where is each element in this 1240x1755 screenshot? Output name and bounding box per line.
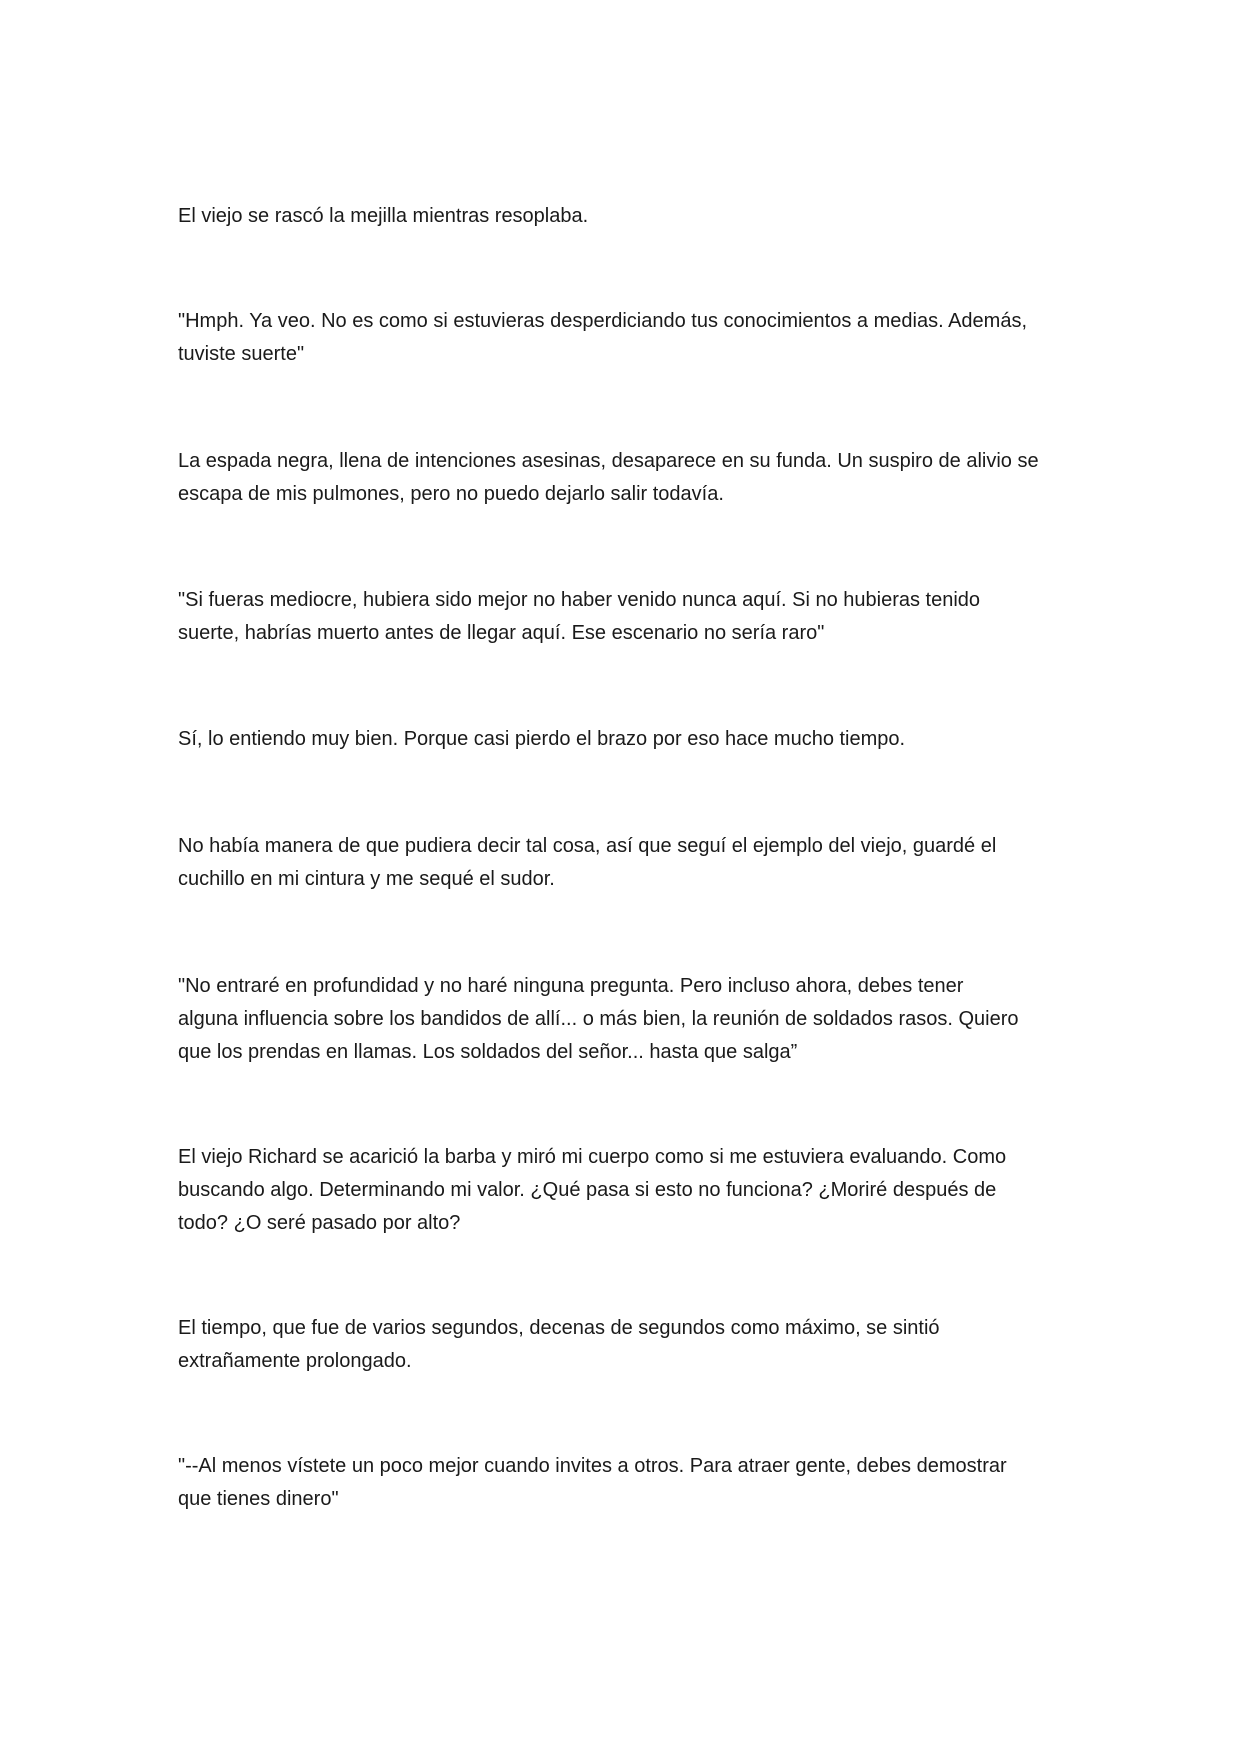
paragraph-3: La espada negra, llena de intenciones asesinas, desaparece en su funda. Un suspiro de alivio se escapa de mis pulmones, pero no puedo dejarlo salir todavía.	[178, 450, 1039, 505]
paragraph-6: No había manera de que pudiera decir tal cosa, así que seguí el ejemplo del viejo, guardé el cuchillo en mi cintura y me sequé el sudor.	[178, 835, 997, 890]
paragraph-4: "Si fueras mediocre, hubiera sido mejor no haber venido nunca aquí. Si no hubieras tenido suerte, habrías muerto antes de llegar aquí. Ese escenario no sería raro"	[178, 589, 981, 644]
paragraph-5: Sí, lo entiendo muy bien. Porque casi pierdo el brazo por eso hace mucho tiempo.	[178, 728, 906, 750]
paragraph-2: "Hmph. Ya veo. No es como si estuvieras desperdiciando tus conocimientos a medias. Además, tuviste suerte"	[178, 310, 1028, 365]
paragraph-7: "No entraré en profundidad y no haré ninguna pregunta. Pero incluso ahora, debes tener alguna influencia sobre los bandidos de allí... o más bien, la reunión de soldados rasos. Quiero que los prendas en llamas. Los soldados del señor... hasta que salga”	[178, 975, 1019, 1063]
paragraph-10: "--Al menos vístete un poco mejor cuando invites a otros. Para atraer gente, debes demostrar que tienes dinero"	[178, 1455, 1007, 1510]
paragraph-8: El viejo Richard se acarició la barba y miró mi cuerpo como si me estuviera evaluando. Como buscando algo. Determinando mi valor. ¿Qué pasa si esto no funciona? ¿Moriré después de todo? ¿O seré pasado por alto?	[178, 1146, 1007, 1234]
paragraph-1: El viejo se rascó la mejilla mientras resoplaba.	[178, 205, 589, 227]
paragraph-9: El tiempo, que fue de varios segundos, decenas de segundos como máximo, se sintió extrañamente prolongado.	[178, 1317, 940, 1372]
